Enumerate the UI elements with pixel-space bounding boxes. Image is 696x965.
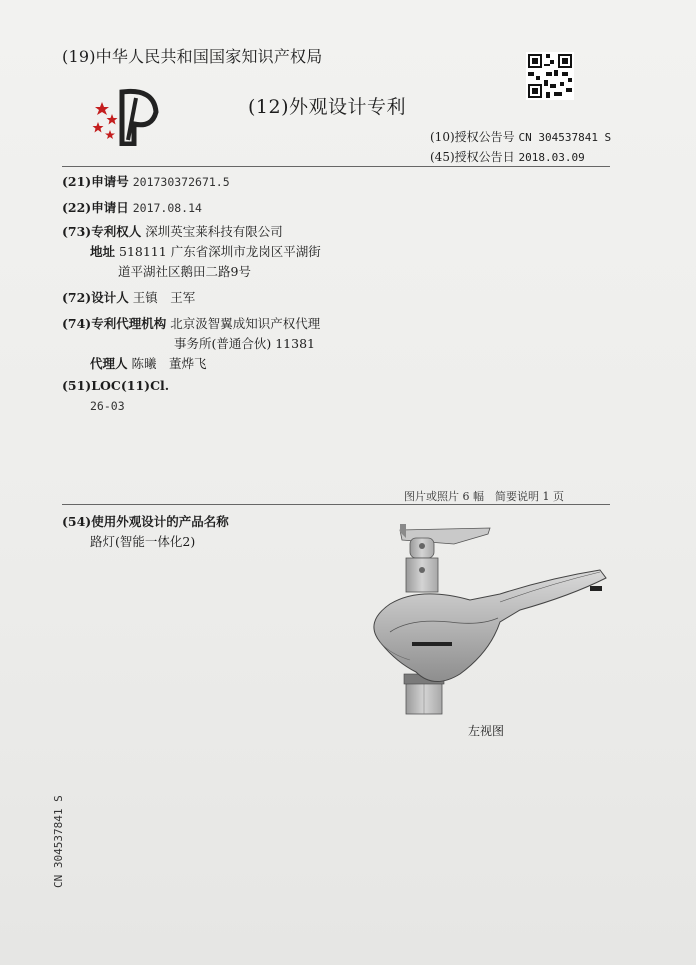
application-date-label: (22)申请日 <box>62 200 129 215</box>
grant-date-value: 2018.03.09 <box>518 151 585 164</box>
loc-classification-row <box>62 378 169 393</box>
product-name-label-text: (54)使用外观设计的产品名称 <box>62 514 229 529</box>
application-date-value: 2017.08.14 <box>132 201 202 215</box>
page-summary: 图片或照片 6 幅 简要说明 1 页 <box>404 490 564 503</box>
loc-label: (51)LOC(11)Cl. <box>62 378 170 393</box>
address-line-1: 518111 广东省深圳市龙岗区平湖街 <box>119 244 321 259</box>
application-number-row <box>62 172 230 190</box>
side-document-id: CN 304537841 S <box>52 795 65 888</box>
agent-row <box>90 354 207 372</box>
loc-class-code: 26-03 <box>90 399 125 413</box>
agency-row <box>62 314 320 332</box>
grant-date-label: (45)授权公告日 <box>430 150 515 164</box>
agent-value: 陈曦 董烨飞 <box>131 356 207 371</box>
designer-label: (72)设计人 <box>62 290 129 305</box>
agent-label: 代理人 <box>90 356 128 371</box>
qr-code-icon <box>526 52 574 100</box>
application-number-value: 201730372671.5 <box>132 175 230 189</box>
grant-date <box>430 148 585 165</box>
patentee-value: 深圳英宝莱科技有限公司 <box>145 224 283 239</box>
grant-number-value: CN 304537841 S <box>518 131 612 144</box>
grant-number-label: (10)授权公告号 <box>430 130 515 144</box>
agency-line-1: 北京汲智翼成知识产权代理 <box>170 316 321 331</box>
product-name: 路灯(智能一体化2) <box>90 534 196 549</box>
figure-caption: 左视图 <box>468 724 505 738</box>
application-number-label: (21)申请号 <box>62 174 129 189</box>
issuer-header: (19)中华人民共和国国家知识产权局 <box>62 47 323 66</box>
product-name-label <box>62 512 229 530</box>
patentee-label: (73)专利权人 <box>62 224 142 239</box>
application-date-row <box>62 198 202 216</box>
document-type-title: (12)外观设计专利 <box>248 96 407 118</box>
grant-number <box>430 128 611 145</box>
cnipa-logo <box>92 84 162 146</box>
address-label: 地址 <box>90 244 116 259</box>
address-row <box>90 242 321 260</box>
agency-label: (74)专利代理机构 <box>62 316 167 331</box>
designer-row <box>62 288 195 306</box>
loc-value <box>90 398 125 413</box>
street-lamp-drawing <box>350 522 620 717</box>
summary-divider <box>62 504 610 505</box>
address-line-2: 道平湖社区鹅田二路9号 <box>118 264 251 279</box>
header-divider <box>62 166 610 167</box>
designer-value: 王镇 王军 <box>132 290 196 305</box>
agency-line-2: 事务所(普通合伙) 11381 <box>174 336 315 351</box>
patentee-row <box>62 222 283 240</box>
